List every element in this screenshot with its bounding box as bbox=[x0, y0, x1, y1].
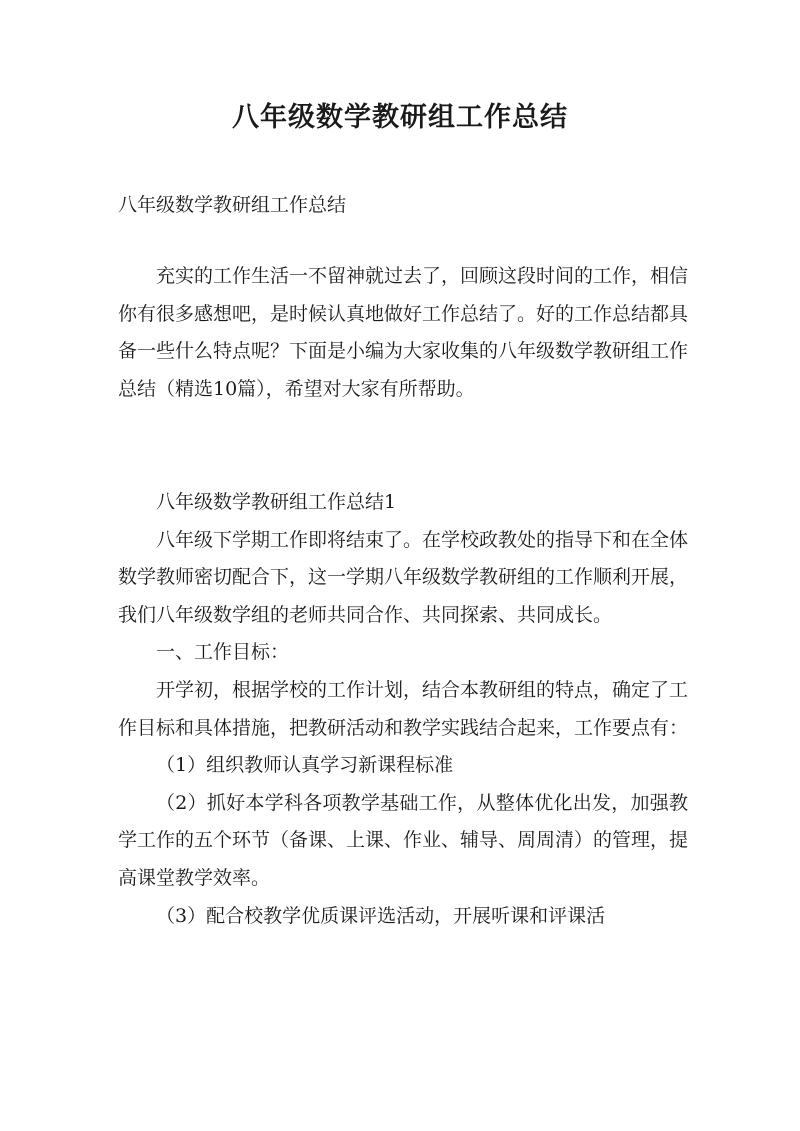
intro-paragraph: 充实的工作生活一不留神就过去了，回顾这段时间的工作，相信你有很多感想吧，是时候认真地做好工作总结了。好的工作总结都具备一些什么特点呢？下面是小编为大家收集的八年级数学教研组工作总结（精选10篇），希望对大家有所帮助。 bbox=[118, 265, 689, 400]
paragraph: 一、工作目标： bbox=[156, 641, 290, 664]
paragraph: 开学初，根据学校的工作计划，结合本教研组的特点，确定了工作目标和具体措施，把教研活动和教学实践结合起来，工作要点有： bbox=[118, 678, 689, 739]
paragraph: 八年级下学期工作即将结束了。在学校政教处的指导下和在全体数学教师密切配合下，这一学期八年级数学教研组的工作顺利开展，我们八年级数学组的老师共同合作、共同探索、共同成长。 bbox=[118, 528, 689, 626]
paragraph: （3）配合校教学优质课评选活动，开展听课和评课活 bbox=[156, 904, 606, 927]
document-subtitle: 八年级数学教研组工作总结 bbox=[118, 194, 347, 216]
paragraph: （1）组织教师认真学习新课程标准 bbox=[156, 754, 454, 777]
main-section bbox=[118, 484, 688, 935]
intro-block bbox=[118, 258, 688, 408]
paragraph: （2）抓好本学科各项教学基础工作，从整体优化出发，加强教学工作的五个环节（备课、上课、作业、辅导、周周清）的管理，提高课堂教学效率。 bbox=[118, 791, 689, 889]
page-title: 八年级数学教研组工作总结 bbox=[232, 102, 568, 133]
section-heading: 八年级数学教研组工作总结1 bbox=[156, 491, 397, 513]
